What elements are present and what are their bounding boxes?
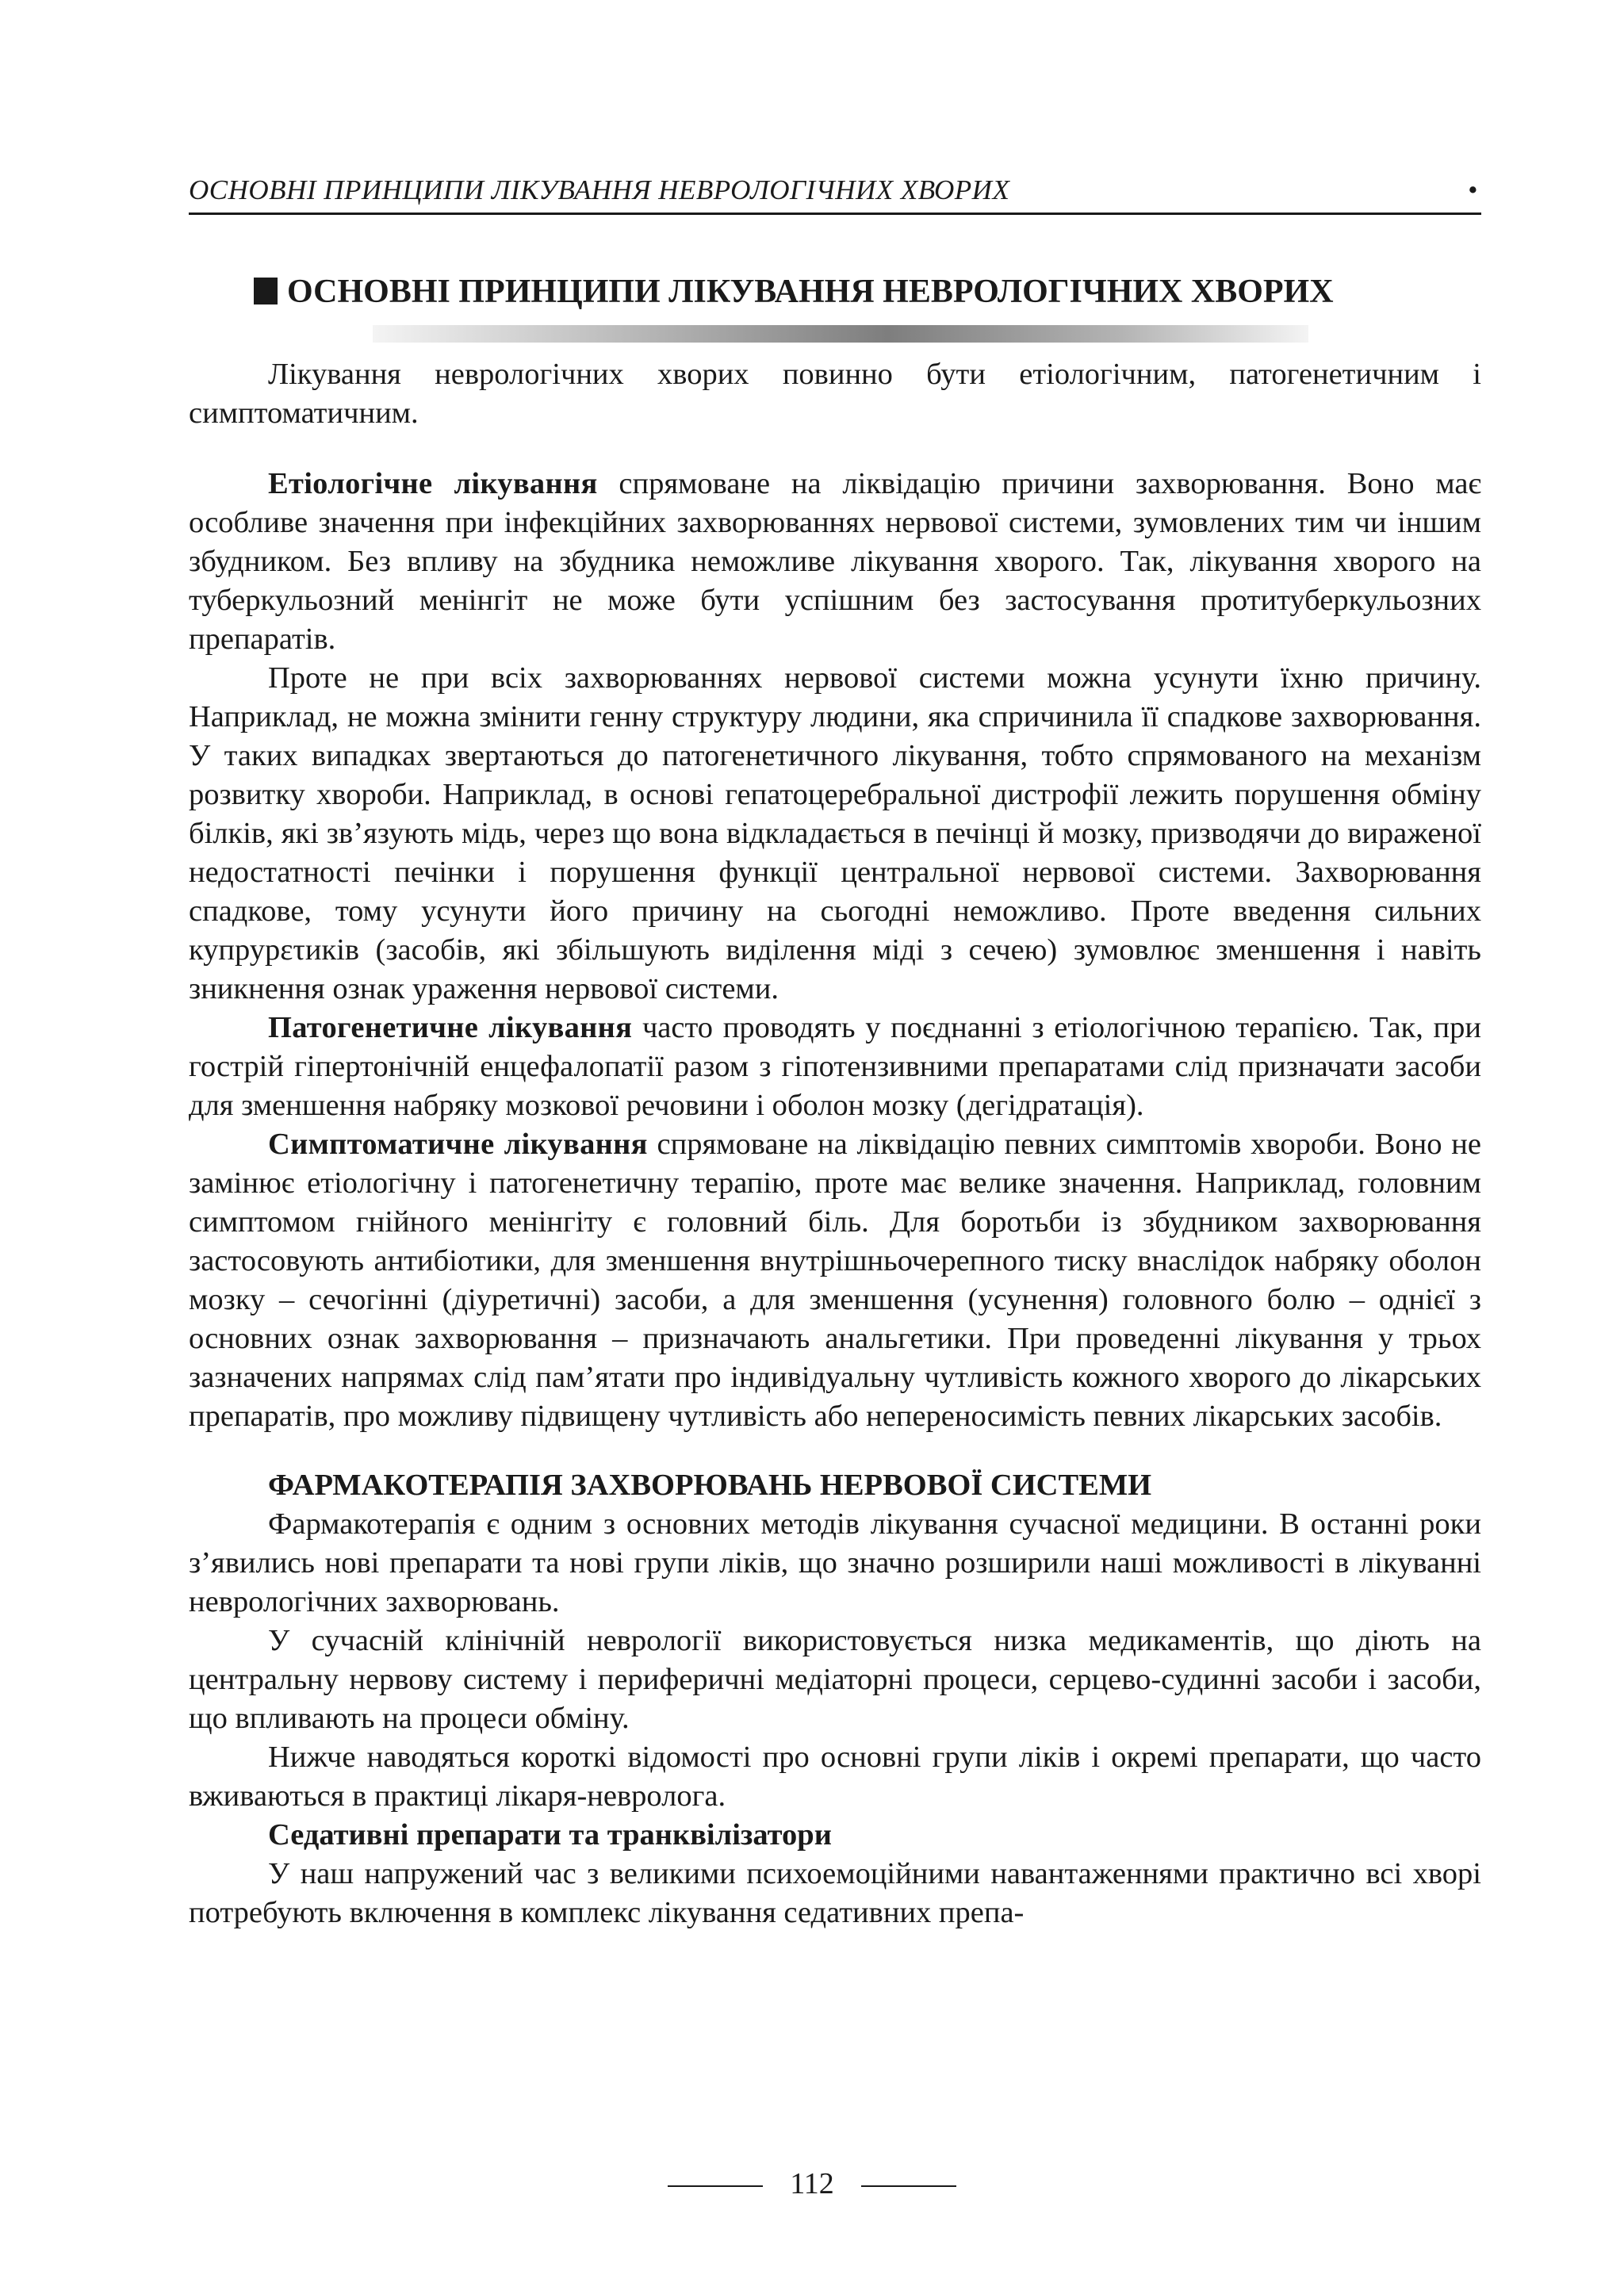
page-footer: [0, 2166, 1624, 2201]
running-header-title: ОСНОВНІ ПРИНЦИПИ ЛІКУВАННЯ НЕВРОЛОГІЧНИХ ХВОРИХ: [189, 174, 1010, 205]
page-number: 112: [790, 2167, 834, 2200]
pharmacotherapy-paragraph-2: У сучасній клінічній неврології використовується низка медикаментів, що діють на центральну нервову систему і периферичні медіаторні процеси, серцево-судинні засоби і засоби, що впливають на процеси обміну.: [189, 1624, 1481, 1735]
pharmacotherapy-heading: ФАРМАКОТЕРАПІЯ ЗАХВОРЮВАНЬ НЕРВОВОЇ СИСТЕМИ: [268, 1469, 1152, 1502]
footer-rule-right: [861, 2185, 956, 2187]
section-title: [254, 270, 1427, 314]
symptomatic-term: Симптоматичне лікування: [268, 1128, 648, 1161]
sedatives-paragraph: У наш напружений час з великими психоемоційними навантаженнями практично всі хворі потребують включення в комплекс лікування седативних препа-: [189, 1857, 1481, 1929]
pathogenetic-term: Патогенетичне лікування: [268, 1011, 633, 1044]
etiological-paragraph: [189, 465, 1481, 659]
title-underline-shade: [373, 325, 1308, 343]
section-title-text: ОСНОВНІ ПРИНЦИПИ ЛІКУВАННЯ НЕВРОЛОГІЧНИХ ХВОРИХ: [287, 274, 1334, 310]
etiological-term: Етіологічне лікування: [268, 467, 598, 500]
symptomatic-text: спрямоване на ліквідацію певних симптомів хвороби. Воно не замінює етіологічну і патогенетичну терапію, проте має велике значення. Наприклад, головним симптомом гнійного менінгіту є головний біль. Для боротьби із збудником захворювання застосовують антибіотики, для зменшення внутрішньочерепного тиску внаслідок набряку оболон мозку – сечогінні (діуретичні) засоби, а для зменшення (усунення) головного болю – однієї з основних ознак захворювання – призначають анальгетики. При проведенні лікування у трьох зазначених напрямах слід пам’ятати про індивідуальну чутливість кожного хворого до лікарських препаратів, про можливу підвищену чутливість або непереносимість певних лікарських засобів.: [189, 1128, 1481, 1433]
pharmacotherapy-paragraph-1: Фармакотерапія є одним з основних методів лікування сучасної медицини. В останні роки з’явились нові препарати та нові групи ліків, що значно розширили наші можливості в лікуванні неврологічних захворювань.: [189, 1507, 1481, 1618]
footer-rule-left: [668, 2185, 763, 2187]
pathogenetic-text: часто проводять у поєднанні з етіологічною терапією. Так, при гострій гіпертонічній енцефалопатії разом з гіпотензивними препаратами слід призначати засоби для зменшення набряку мозкової речовини і оболон мозку (дегідратація).: [189, 1011, 1481, 1122]
black-square-icon: [254, 278, 278, 304]
running-header: [189, 173, 1481, 215]
etiological-text: спрямоване на ліквідацію причини захворювання. Воно має особливе значення при інфекційних захворюваннях нервової системи, зумовлених тим чи іншим збудником. Без впливу на збудника неможливе лікування хворого. Так, лікування хворого на туберкульозний менінгіт не може бути успішним без застосування протитуберкульозних препаратів.: [189, 467, 1481, 656]
running-header-bullet: •: [1468, 174, 1478, 205]
pathogenetic-paragraph: [189, 1009, 1481, 1125]
sedatives-heading: Седативні препарати та транквілізатори: [268, 1818, 832, 1852]
body-text: [189, 355, 1481, 1932]
pharmacotherapy-paragraph-3: Нижче наводяться короткі відомості про основні групи ліків і окремі препарати, що часто вживаються в практиці лікаря-невролога.: [189, 1741, 1481, 1813]
symptomatic-paragraph: [189, 1125, 1481, 1436]
pathogenetic-intro-paragraph: Проте не при всіх захворюваннях нервової системи можна усунути їхню причину. Наприклад, не можна змінити генну структуру людини, яка спричинила її спадкове захворювання. У таких випадках звертаються до патогенетичного лікування, тобто спрямованого на механізм розвитку хвороби. Наприклад, в основі гепатоцеребральної дистрофії лежить порушення обміну білків, які зв’язують мідь, через що вона відкладається в печінці й мозку, призводячи до вираженої недостатності печінки і порушення функції центральної нервової системи. Захворювання спадкове, тому усунути його причину на сьогодні неможливо. Проте введення сильних купрурετиків (засобів, які збільшують виділення міді з сечею) зумовлює зменшення і навіть зникнення ознак ураження нервової системи.: [189, 661, 1481, 1005]
intro-paragraph: Лікування неврологічних хворих повинно бути етіологічним, патогенетичним і симптоматичним.: [189, 358, 1481, 430]
